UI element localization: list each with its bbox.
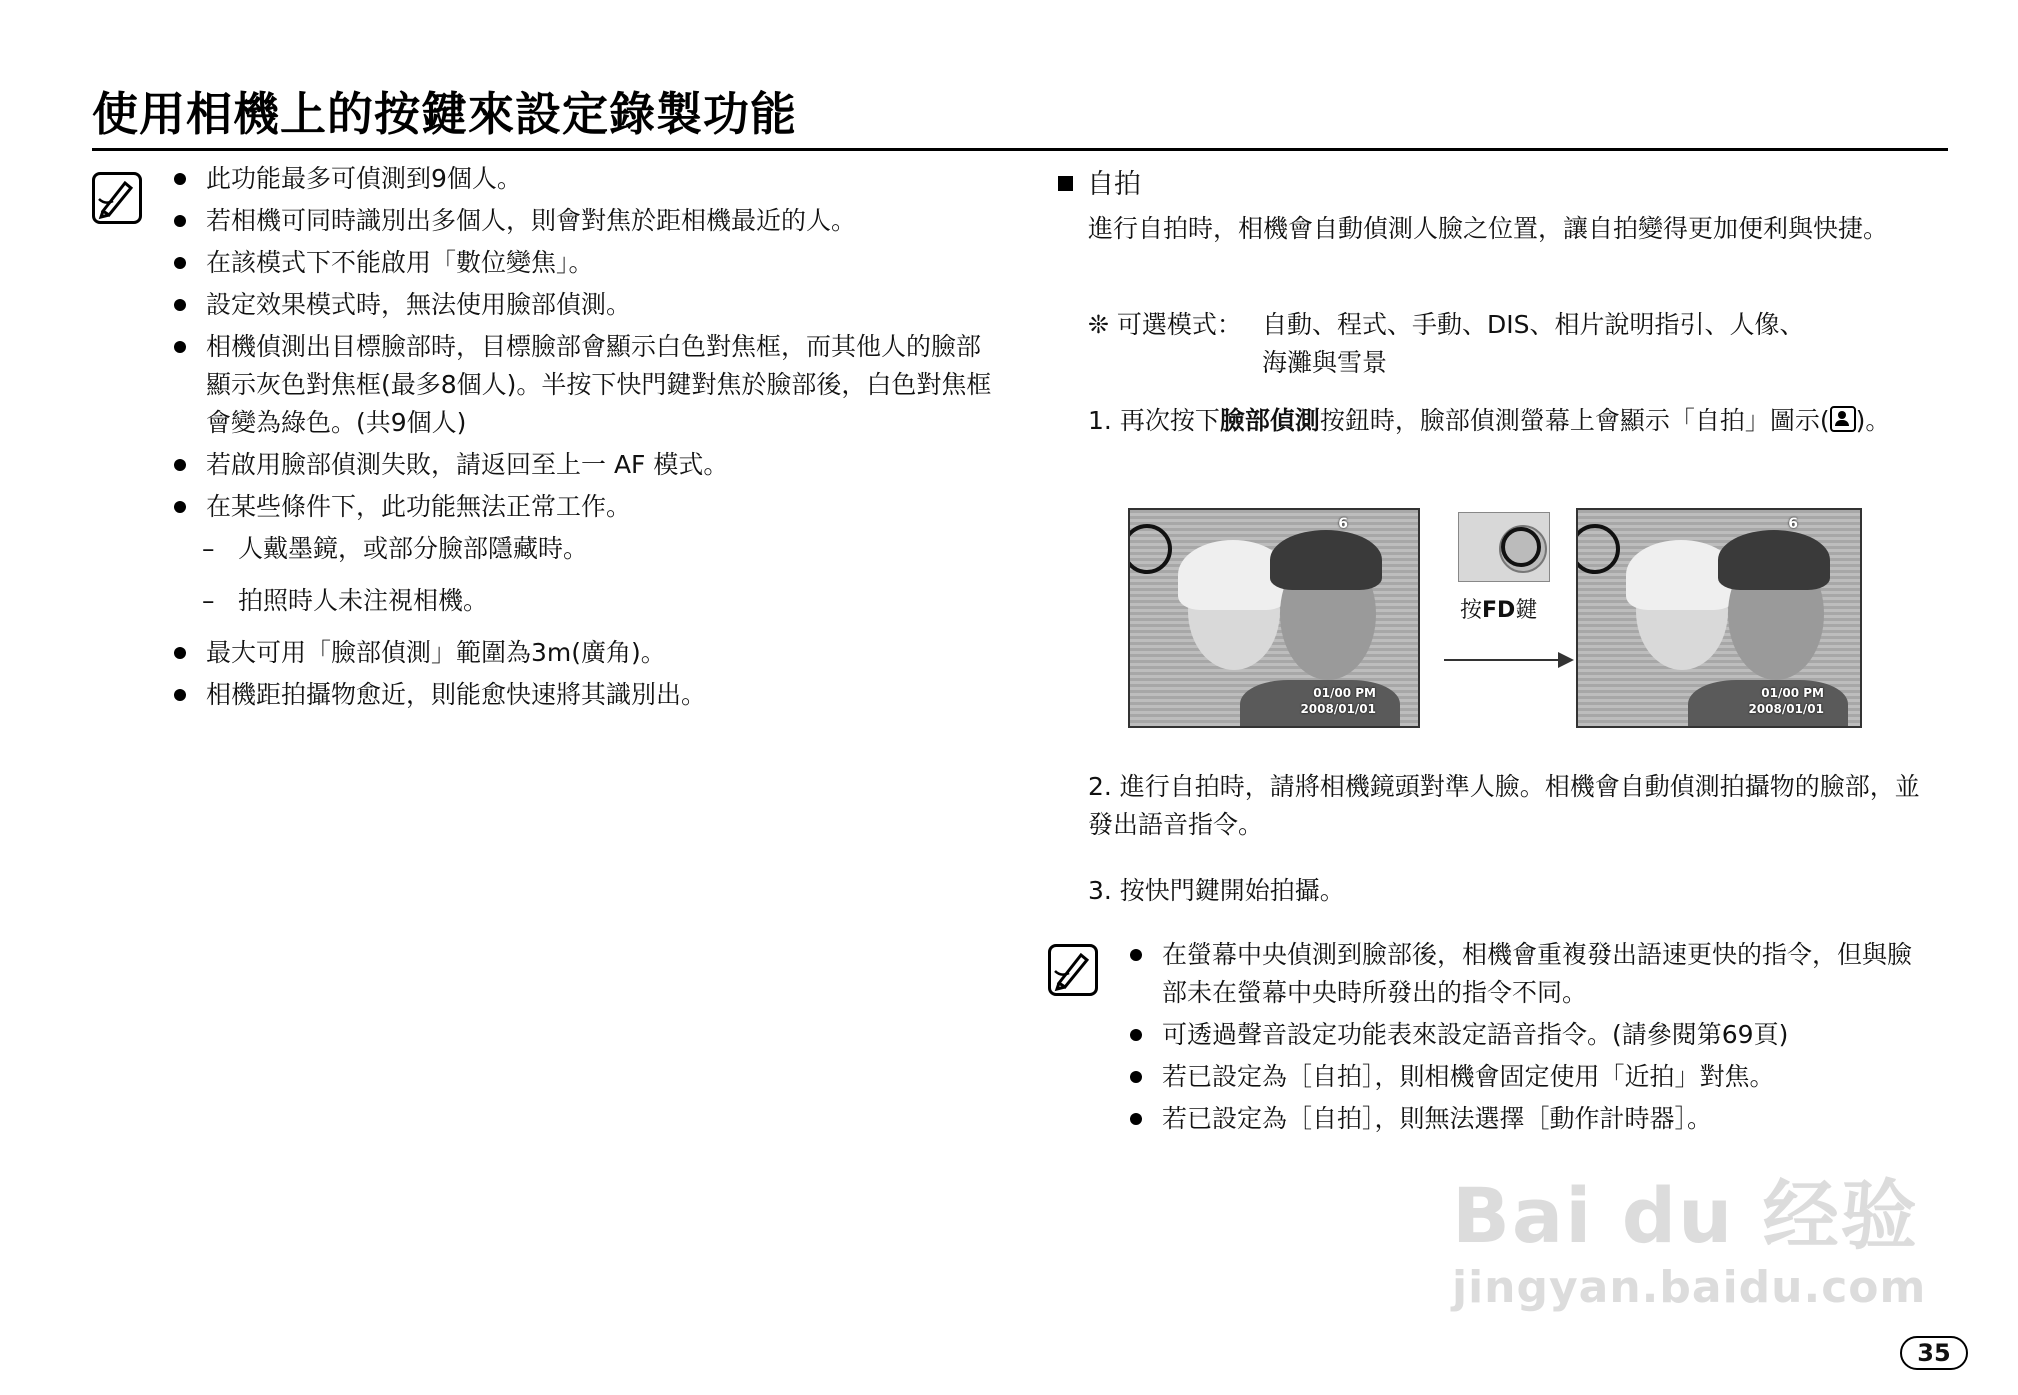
watermark-url: jingyan.baidu.com <box>1452 1262 1927 1313</box>
modes-line-1: 自動、程式、手動、DIS、相片說明指引、人像、 <box>1262 310 1805 339</box>
arrow-right-icon <box>1558 652 1574 668</box>
title-divider <box>92 148 1948 151</box>
list-item: 若啟用臉部偵測失敗，請返回至上一 AF 模式。 <box>172 446 992 484</box>
focus-ring <box>1128 524 1172 574</box>
self-portrait-icon <box>1830 406 1856 432</box>
list-item: – 拍照時人未注視相機。 <box>172 582 992 620</box>
modes-prefix: ❊ 可選模式： <box>1088 310 1242 339</box>
note-pencil-icon <box>92 172 142 224</box>
list-item: 相機偵測出目標臉部時，目標臉部會顯示白色對焦框，而其他人的臉部顯示灰色對焦框(最多8個人)。半按下快門鍵對焦於臉部後，白色對焦框會變為綠色。(共9個人) <box>172 328 992 442</box>
list-item: 若已設定為［自拍］，則相機會固定使用「近拍」對焦。 <box>1128 1058 1928 1096</box>
osd-date: 2008/01/01 <box>1300 702 1376 716</box>
camera-screen-after <box>1576 508 1862 728</box>
focus-ring <box>1576 524 1620 574</box>
osd-time: 01/00 PM <box>1313 686 1376 700</box>
shot-count: 6 <box>1338 516 1348 532</box>
shot-count: 6 <box>1788 516 1798 532</box>
page-number: 35 <box>1900 1336 1968 1370</box>
list-item: 在某些條件下，此功能無法正常工作。 <box>172 488 992 526</box>
list-item: 在該模式下不能啟用「數位變焦」。 <box>172 244 992 282</box>
page-title: 使用相機上的按鍵來設定錄製功能 <box>92 87 797 141</box>
osd-time: 01/00 PM <box>1761 686 1824 700</box>
step-3: 3. 按快門鍵開始拍攝。 <box>1088 876 1345 905</box>
square-bullet-icon <box>1058 176 1073 191</box>
hair-man <box>1718 530 1830 590</box>
intro-text: 進行自拍時，相機會自動偵測人臉之位置，讓自拍變得更加便利與快捷。 <box>1088 214 1889 243</box>
press-fd-label: 按FD鍵 <box>1460 598 1538 623</box>
camera-back-illustration <box>1458 512 1550 582</box>
step-2: 2. 進行自拍時，請將相機鏡頭對準人臉。相機會自動偵測拍攝物的臉部，並發出語音指令。 <box>1088 772 1920 839</box>
step-1: 1. 再次按下臉部偵測按鈕時，臉部偵測螢幕上會顯示「自拍」圖示( )。 <box>1088 406 1891 435</box>
list-item: 此功能最多可偵測到9個人。 <box>172 160 992 198</box>
list-item: 若相機可同時識別出多個人，則會對焦於距相機最近的人。 <box>172 202 992 240</box>
list-item: 相機距拍攝物愈近，則能愈快速將其識別出。 <box>172 676 992 714</box>
modes-line-2: 海灘與雪景 <box>1262 348 1388 377</box>
section-heading: 自拍 <box>1058 162 1141 201</box>
list-item: 設定效果模式時，無法使用臉部偵測。 <box>172 286 992 324</box>
list-item: 若已設定為［自拍］，則無法選擇［動作計時器］。 <box>1128 1100 1928 1138</box>
list-item: 在螢幕中央偵測到臉部後，相機會重複發出語速更快的指令，但與臉部未在螢幕中央時所發出的指令不同。 <box>1128 936 1928 1012</box>
arrow-line <box>1444 659 1562 661</box>
list-item: 最大可用「臉部偵測」範圍為3m(廣角)。 <box>172 634 992 672</box>
hair-man <box>1270 530 1382 590</box>
osd-date: 2008/01/01 <box>1748 702 1824 716</box>
watermark-logo: Bai du 经验 <box>1452 1171 1919 1260</box>
right-note-list <box>1128 936 1928 1142</box>
focus-ring <box>1501 527 1541 567</box>
list-item: – 人戴墨鏡，或部分臉部隱藏時。 <box>172 530 992 568</box>
note-pencil-icon <box>1048 944 1098 996</box>
left-note-list <box>172 160 992 718</box>
camera-screen-before <box>1128 508 1420 728</box>
list-item: 可透過聲音設定功能表來設定語音指令。(請參閱第69頁) <box>1128 1016 1928 1054</box>
